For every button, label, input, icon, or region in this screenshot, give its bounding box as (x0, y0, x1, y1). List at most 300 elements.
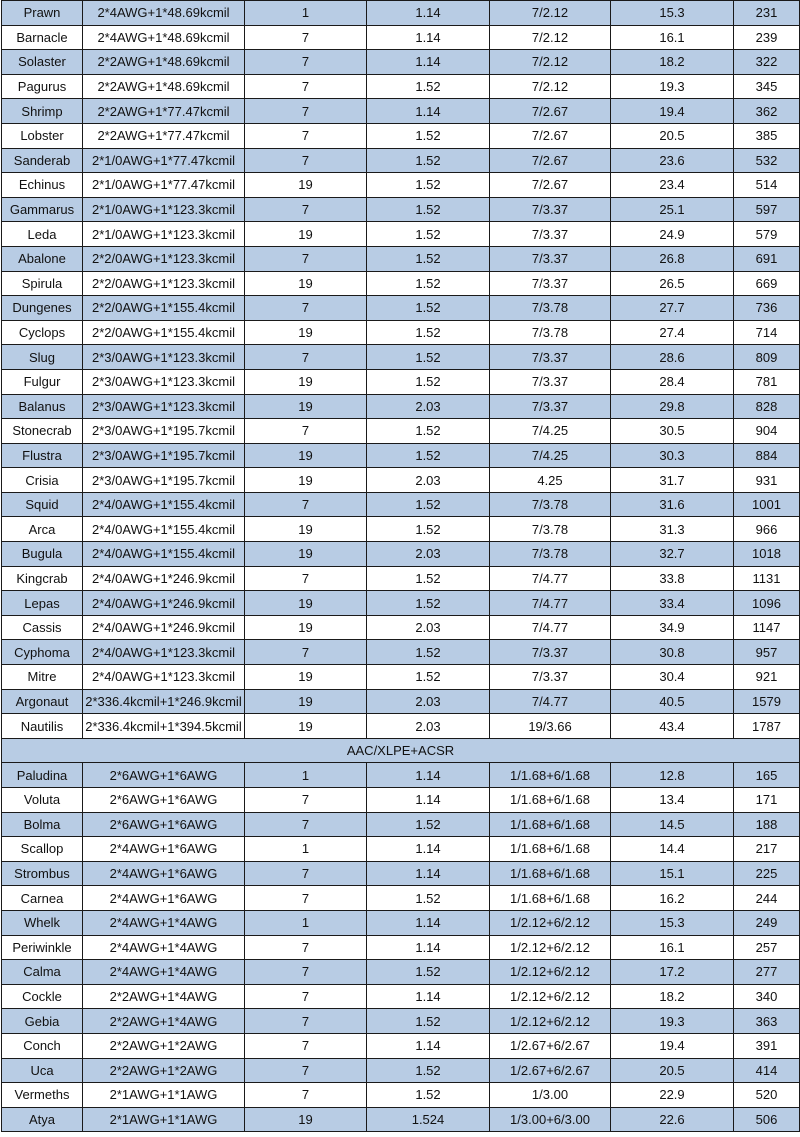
conductor-size-cell: 2*2/0AWG+1*123.3kcmil (83, 246, 245, 271)
table-row (2, 714, 800, 739)
code-word-cell: Strombus (2, 861, 83, 886)
overall-diameter-cell: 30.5 (611, 419, 734, 444)
table-row (2, 542, 800, 567)
weight-cell: 931 (734, 468, 800, 493)
conductor-size-cell: 2*2AWG+1*48.69kcmil (83, 74, 245, 99)
messenger-stranding-cell: 1/1.68+6/1.68 (490, 861, 611, 886)
weight-cell: 322 (734, 50, 800, 75)
overall-diameter-cell: 24.9 (611, 222, 734, 247)
weight-cell: 809 (734, 345, 800, 370)
overall-diameter-cell: 30.4 (611, 665, 734, 690)
messenger-stranding-cell: 7/2.67 (490, 123, 611, 148)
weight-cell: 1579 (734, 689, 800, 714)
weight-cell: 921 (734, 665, 800, 690)
strands-cell: 7 (245, 197, 367, 222)
overall-diameter-cell: 20.5 (611, 1058, 734, 1083)
weight-cell: 957 (734, 640, 800, 665)
code-word-cell: Shrimp (2, 99, 83, 124)
table-row (2, 640, 800, 665)
table-row (2, 320, 800, 345)
conductor-size-cell: 2*3/0AWG+1*195.7kcmil (83, 419, 245, 444)
conductor-size-cell: 2*4/0AWG+1*246.9kcmil (83, 566, 245, 591)
messenger-stranding-cell: 7/3.78 (490, 542, 611, 567)
messenger-stranding-cell: 7/3.37 (490, 197, 611, 222)
code-word-cell: Argonaut (2, 689, 83, 714)
messenger-stranding-cell: 7/4.77 (490, 689, 611, 714)
messenger-stranding-cell: 7/2.12 (490, 74, 611, 99)
table-row (2, 25, 800, 50)
table-body (2, 1, 800, 1132)
conductor-size-cell: 2*4AWG+1*48.69kcmil (83, 1, 245, 26)
weight-cell: 1096 (734, 591, 800, 616)
conductor-size-cell: 2*2AWG+1*2AWG (83, 1033, 245, 1058)
overall-diameter-cell: 43.4 (611, 714, 734, 739)
conductor-size-cell: 2*4AWG+1*48.69kcmil (83, 25, 245, 50)
table-row (2, 394, 800, 419)
overall-diameter-cell: 22.6 (611, 1107, 734, 1132)
overall-diameter-cell: 33.4 (611, 591, 734, 616)
section-header-row (2, 738, 800, 763)
messenger-stranding-cell: 1/1.68+6/1.68 (490, 788, 611, 813)
weight-cell: 828 (734, 394, 800, 419)
overall-diameter-cell: 34.9 (611, 615, 734, 640)
overall-diameter-cell: 19.4 (611, 99, 734, 124)
code-word-cell: Squid (2, 492, 83, 517)
messenger-stranding-cell: 4.25 (490, 468, 611, 493)
insulation-thickness-cell: 1.52 (367, 443, 490, 468)
insulation-thickness-cell: 1.14 (367, 910, 490, 935)
weight-cell: 385 (734, 123, 800, 148)
messenger-stranding-cell: 1/3.00+6/3.00 (490, 1107, 611, 1132)
strands-cell: 7 (245, 886, 367, 911)
weight-cell: 340 (734, 984, 800, 1009)
weight-cell: 1018 (734, 542, 800, 567)
messenger-stranding-cell: 1/2.67+6/2.67 (490, 1033, 611, 1058)
strands-cell: 19 (245, 222, 367, 247)
table-row (2, 468, 800, 493)
messenger-stranding-cell: 7/3.37 (490, 222, 611, 247)
weight-cell: 217 (734, 837, 800, 862)
insulation-thickness-cell: 1.52 (367, 1009, 490, 1034)
code-word-cell: Pagurus (2, 74, 83, 99)
code-word-cell: Calma (2, 960, 83, 985)
insulation-thickness-cell: 1.52 (367, 960, 490, 985)
table-row (2, 615, 800, 640)
code-word-cell: Arca (2, 517, 83, 542)
messenger-stranding-cell: 1/2.12+6/2.12 (490, 1009, 611, 1034)
table-row (2, 763, 800, 788)
strands-cell: 19 (245, 320, 367, 345)
strands-cell: 19 (245, 615, 367, 640)
insulation-thickness-cell: 1.14 (367, 99, 490, 124)
messenger-stranding-cell: 7/4.25 (490, 443, 611, 468)
strands-cell: 7 (245, 640, 367, 665)
conductor-size-cell: 2*3/0AWG+1*195.7kcmil (83, 443, 245, 468)
messenger-stranding-cell: 7/3.78 (490, 517, 611, 542)
conductor-size-cell: 2*4/0AWG+1*123.3kcmil (83, 665, 245, 690)
overall-diameter-cell: 19.3 (611, 74, 734, 99)
table-row (2, 443, 800, 468)
code-word-cell: Lepas (2, 591, 83, 616)
conductor-size-cell: 2*2/0AWG+1*155.4kcmil (83, 320, 245, 345)
insulation-thickness-cell: 2.03 (367, 615, 490, 640)
section-label: AAC/XLPE+ACSR (2, 738, 800, 763)
insulation-thickness-cell: 1.14 (367, 861, 490, 886)
weight-cell: 225 (734, 861, 800, 886)
overall-diameter-cell: 27.7 (611, 296, 734, 321)
conductor-size-cell: 2*6AWG+1*6AWG (83, 788, 245, 813)
strands-cell: 7 (245, 1009, 367, 1034)
code-word-cell: Prawn (2, 1, 83, 26)
weight-cell: 345 (734, 74, 800, 99)
weight-cell: 244 (734, 886, 800, 911)
overall-diameter-cell: 12.8 (611, 763, 734, 788)
weight-cell: 597 (734, 197, 800, 222)
code-word-cell: Slug (2, 345, 83, 370)
strands-cell: 19 (245, 1107, 367, 1132)
code-word-cell: Scallop (2, 837, 83, 862)
table-row (2, 886, 800, 911)
conductor-size-cell: 2*4AWG+1*4AWG (83, 935, 245, 960)
messenger-stranding-cell: 1/2.12+6/2.12 (490, 984, 611, 1009)
messenger-stranding-cell: 1/1.68+6/1.68 (490, 886, 611, 911)
table-row (2, 1, 800, 26)
strands-cell: 19 (245, 665, 367, 690)
weight-cell: 691 (734, 246, 800, 271)
code-word-cell: Leda (2, 222, 83, 247)
code-word-cell: Kingcrab (2, 566, 83, 591)
code-word-cell: Conch (2, 1033, 83, 1058)
code-word-cell: Spirula (2, 271, 83, 296)
insulation-thickness-cell: 1.14 (367, 935, 490, 960)
code-word-cell: Sanderab (2, 148, 83, 173)
conductor-size-cell: 2*4AWG+1*6AWG (83, 886, 245, 911)
overall-diameter-cell: 23.6 (611, 148, 734, 173)
table-row (2, 419, 800, 444)
conductor-size-cell: 2*1/0AWG+1*123.3kcmil (83, 197, 245, 222)
table-row (2, 861, 800, 886)
overall-diameter-cell: 16.1 (611, 935, 734, 960)
overall-diameter-cell: 33.8 (611, 566, 734, 591)
messenger-stranding-cell: 7/3.37 (490, 640, 611, 665)
conductor-size-cell: 2*6AWG+1*6AWG (83, 763, 245, 788)
insulation-thickness-cell: 1.52 (367, 197, 490, 222)
messenger-stranding-cell: 7/2.12 (490, 1, 611, 26)
code-word-cell: Bolma (2, 812, 83, 837)
insulation-thickness-cell: 1.52 (367, 345, 490, 370)
code-word-cell: Lobster (2, 123, 83, 148)
table-row (2, 123, 800, 148)
conductor-size-cell: 2*1/0AWG+1*123.3kcmil (83, 222, 245, 247)
overall-diameter-cell: 16.2 (611, 886, 734, 911)
strands-cell: 7 (245, 935, 367, 960)
code-word-cell: Gammarus (2, 197, 83, 222)
overall-diameter-cell: 15.3 (611, 910, 734, 935)
overall-diameter-cell: 31.7 (611, 468, 734, 493)
insulation-thickness-cell: 2.03 (367, 714, 490, 739)
overall-diameter-cell: 20.5 (611, 123, 734, 148)
insulation-thickness-cell: 1.14 (367, 25, 490, 50)
code-word-cell: Dungenes (2, 296, 83, 321)
strands-cell: 7 (245, 812, 367, 837)
conductor-size-cell: 2*3/0AWG+1*195.7kcmil (83, 468, 245, 493)
messenger-stranding-cell: 19/3.66 (490, 714, 611, 739)
code-word-cell: Carnea (2, 886, 83, 911)
table-row (2, 222, 800, 247)
overall-diameter-cell: 19.3 (611, 1009, 734, 1034)
weight-cell: 231 (734, 1, 800, 26)
overall-diameter-cell: 18.2 (611, 50, 734, 75)
weight-cell: 506 (734, 1107, 800, 1132)
messenger-stranding-cell: 1/3.00 (490, 1083, 611, 1108)
conductor-size-cell: 2*336.4kcmil+1*394.5kcmil (83, 714, 245, 739)
insulation-thickness-cell: 2.03 (367, 468, 490, 493)
messenger-stranding-cell: 7/3.37 (490, 394, 611, 419)
weight-cell: 414 (734, 1058, 800, 1083)
strands-cell: 7 (245, 1058, 367, 1083)
strands-cell: 19 (245, 542, 367, 567)
conductor-size-cell: 2*3/0AWG+1*123.3kcmil (83, 369, 245, 394)
conductor-size-cell: 2*2AWG+1*77.47kcmil (83, 99, 245, 124)
code-word-cell: Barnacle (2, 25, 83, 50)
cable-spec-table (1, 0, 800, 1132)
strands-cell: 19 (245, 173, 367, 198)
strands-cell: 19 (245, 714, 367, 739)
table-row (2, 935, 800, 960)
strands-cell: 19 (245, 591, 367, 616)
conductor-size-cell: 2*6AWG+1*6AWG (83, 812, 245, 837)
messenger-stranding-cell: 7/4.77 (490, 615, 611, 640)
insulation-thickness-cell: 1.52 (367, 517, 490, 542)
table-row (2, 246, 800, 271)
table-row (2, 74, 800, 99)
table-row (2, 910, 800, 935)
messenger-stranding-cell: 7/4.77 (490, 566, 611, 591)
code-word-cell: Bugula (2, 542, 83, 567)
weight-cell: 1131 (734, 566, 800, 591)
insulation-thickness-cell: 1.524 (367, 1107, 490, 1132)
insulation-thickness-cell: 1.52 (367, 296, 490, 321)
insulation-thickness-cell: 1.14 (367, 1, 490, 26)
weight-cell: 714 (734, 320, 800, 345)
strands-cell: 7 (245, 492, 367, 517)
messenger-stranding-cell: 7/3.78 (490, 320, 611, 345)
overall-diameter-cell: 30.8 (611, 640, 734, 665)
insulation-thickness-cell: 1.52 (367, 222, 490, 247)
strands-cell: 7 (245, 123, 367, 148)
strands-cell: 7 (245, 1083, 367, 1108)
insulation-thickness-cell: 1.52 (367, 886, 490, 911)
strands-cell: 7 (245, 788, 367, 813)
code-word-cell: Cassis (2, 615, 83, 640)
weight-cell: 363 (734, 1009, 800, 1034)
insulation-thickness-cell: 1.52 (367, 369, 490, 394)
code-word-cell: Balanus (2, 394, 83, 419)
insulation-thickness-cell: 1.14 (367, 50, 490, 75)
code-word-cell: Cockle (2, 984, 83, 1009)
insulation-thickness-cell: 1.52 (367, 640, 490, 665)
strands-cell: 19 (245, 517, 367, 542)
insulation-thickness-cell: 1.14 (367, 837, 490, 862)
strands-cell: 7 (245, 246, 367, 271)
weight-cell: 239 (734, 25, 800, 50)
messenger-stranding-cell: 7/2.12 (490, 25, 611, 50)
table-row (2, 1058, 800, 1083)
overall-diameter-cell: 29.8 (611, 394, 734, 419)
conductor-size-cell: 2*4/0AWG+1*123.3kcmil (83, 640, 245, 665)
conductor-size-cell: 2*1/0AWG+1*77.47kcmil (83, 173, 245, 198)
code-word-cell: Nautilis (2, 714, 83, 739)
table-row (2, 960, 800, 985)
insulation-thickness-cell: 1.14 (367, 763, 490, 788)
code-word-cell: Periwinkle (2, 935, 83, 960)
code-word-cell: Cyclops (2, 320, 83, 345)
table-row (2, 197, 800, 222)
messenger-stranding-cell: 7/4.77 (490, 591, 611, 616)
messenger-stranding-cell: 7/2.67 (490, 99, 611, 124)
conductor-size-cell: 2*3/0AWG+1*123.3kcmil (83, 394, 245, 419)
conductor-size-cell: 2*1AWG+1*1AWG (83, 1107, 245, 1132)
overall-diameter-cell: 15.3 (611, 1, 734, 26)
table-row (2, 99, 800, 124)
strands-cell: 7 (245, 345, 367, 370)
weight-cell: 391 (734, 1033, 800, 1058)
insulation-thickness-cell: 2.03 (367, 542, 490, 567)
table-row (2, 1033, 800, 1058)
overall-diameter-cell: 25.1 (611, 197, 734, 222)
table-row (2, 837, 800, 862)
insulation-thickness-cell: 1.14 (367, 984, 490, 1009)
weight-cell: 904 (734, 419, 800, 444)
table-row (2, 566, 800, 591)
conductor-size-cell: 2*4/0AWG+1*246.9kcmil (83, 615, 245, 640)
table-row (2, 591, 800, 616)
strands-cell: 1 (245, 910, 367, 935)
strands-cell: 7 (245, 50, 367, 75)
strands-cell: 19 (245, 369, 367, 394)
conductor-size-cell: 2*2AWG+1*48.69kcmil (83, 50, 245, 75)
overall-diameter-cell: 15.1 (611, 861, 734, 886)
overall-diameter-cell: 31.3 (611, 517, 734, 542)
messenger-stranding-cell: 7/3.78 (490, 296, 611, 321)
table-row (2, 345, 800, 370)
weight-cell: 1147 (734, 615, 800, 640)
strands-cell: 7 (245, 74, 367, 99)
table-row (2, 173, 800, 198)
weight-cell: 966 (734, 517, 800, 542)
overall-diameter-cell: 26.5 (611, 271, 734, 296)
weight-cell: 579 (734, 222, 800, 247)
overall-diameter-cell: 19.4 (611, 1033, 734, 1058)
table-row (2, 984, 800, 1009)
code-word-cell: Crisia (2, 468, 83, 493)
overall-diameter-cell: 16.1 (611, 25, 734, 50)
overall-diameter-cell: 28.4 (611, 369, 734, 394)
messenger-stranding-cell: 1/1.68+6/1.68 (490, 837, 611, 862)
insulation-thickness-cell: 1.52 (367, 812, 490, 837)
weight-cell: 249 (734, 910, 800, 935)
strands-cell: 1 (245, 837, 367, 862)
conductor-size-cell: 2*2/0AWG+1*155.4kcmil (83, 296, 245, 321)
table-row (2, 492, 800, 517)
code-word-cell: Echinus (2, 173, 83, 198)
overall-diameter-cell: 32.7 (611, 542, 734, 567)
table-row (2, 296, 800, 321)
messenger-stranding-cell: 7/2.12 (490, 50, 611, 75)
code-word-cell: Mitre (2, 665, 83, 690)
code-word-cell: Gebia (2, 1009, 83, 1034)
messenger-stranding-cell: 7/2.67 (490, 148, 611, 173)
messenger-stranding-cell: 7/3.37 (490, 665, 611, 690)
conductor-size-cell: 2*4AWG+1*4AWG (83, 910, 245, 935)
conductor-size-cell: 2*1/0AWG+1*77.47kcmil (83, 148, 245, 173)
strands-cell: 7 (245, 99, 367, 124)
messenger-stranding-cell: 1/2.67+6/2.67 (490, 1058, 611, 1083)
code-word-cell: Whelk (2, 910, 83, 935)
table-row (2, 271, 800, 296)
overall-diameter-cell: 22.9 (611, 1083, 734, 1108)
overall-diameter-cell: 13.4 (611, 788, 734, 813)
messenger-stranding-cell: 1/2.12+6/2.12 (490, 935, 611, 960)
strands-cell: 19 (245, 443, 367, 468)
conductor-size-cell: 2*2AWG+1*77.47kcmil (83, 123, 245, 148)
strands-cell: 1 (245, 763, 367, 788)
strands-cell: 7 (245, 296, 367, 321)
insulation-thickness-cell: 2.03 (367, 689, 490, 714)
conductor-size-cell: 2*336.4kcmil+1*246.9kcmil (83, 689, 245, 714)
messenger-stranding-cell: 7/3.37 (490, 345, 611, 370)
strands-cell: 7 (245, 419, 367, 444)
insulation-thickness-cell: 2.03 (367, 394, 490, 419)
weight-cell: 781 (734, 369, 800, 394)
weight-cell: 188 (734, 812, 800, 837)
messenger-stranding-cell: 1/1.68+6/1.68 (490, 763, 611, 788)
code-word-cell: Stonecrab (2, 419, 83, 444)
code-word-cell: Atya (2, 1107, 83, 1132)
conductor-size-cell: 2*2AWG+1*4AWG (83, 1009, 245, 1034)
conductor-size-cell: 2*4/0AWG+1*155.4kcmil (83, 517, 245, 542)
weight-cell: 514 (734, 173, 800, 198)
weight-cell: 277 (734, 960, 800, 985)
insulation-thickness-cell: 1.52 (367, 492, 490, 517)
insulation-thickness-cell: 1.52 (367, 1058, 490, 1083)
strands-cell: 7 (245, 960, 367, 985)
strands-cell: 19 (245, 271, 367, 296)
conductor-size-cell: 2*4/0AWG+1*155.4kcmil (83, 542, 245, 567)
insulation-thickness-cell: 1.52 (367, 1083, 490, 1108)
strands-cell: 7 (245, 148, 367, 173)
weight-cell: 884 (734, 443, 800, 468)
weight-cell: 171 (734, 788, 800, 813)
overall-diameter-cell: 27.4 (611, 320, 734, 345)
weight-cell: 165 (734, 763, 800, 788)
table-row (2, 1083, 800, 1108)
overall-diameter-cell: 40.5 (611, 689, 734, 714)
messenger-stranding-cell: 1/2.12+6/2.12 (490, 910, 611, 935)
weight-cell: 520 (734, 1083, 800, 1108)
messenger-stranding-cell: 7/2.67 (490, 173, 611, 198)
conductor-size-cell: 2*4/0AWG+1*246.9kcmil (83, 591, 245, 616)
table-row (2, 517, 800, 542)
weight-cell: 1001 (734, 492, 800, 517)
overall-diameter-cell: 31.6 (611, 492, 734, 517)
messenger-stranding-cell: 7/4.25 (490, 419, 611, 444)
weight-cell: 669 (734, 271, 800, 296)
insulation-thickness-cell: 1.52 (367, 74, 490, 99)
code-word-cell: Paludina (2, 763, 83, 788)
messenger-stranding-cell: 1/2.12+6/2.12 (490, 960, 611, 985)
table-row (2, 812, 800, 837)
